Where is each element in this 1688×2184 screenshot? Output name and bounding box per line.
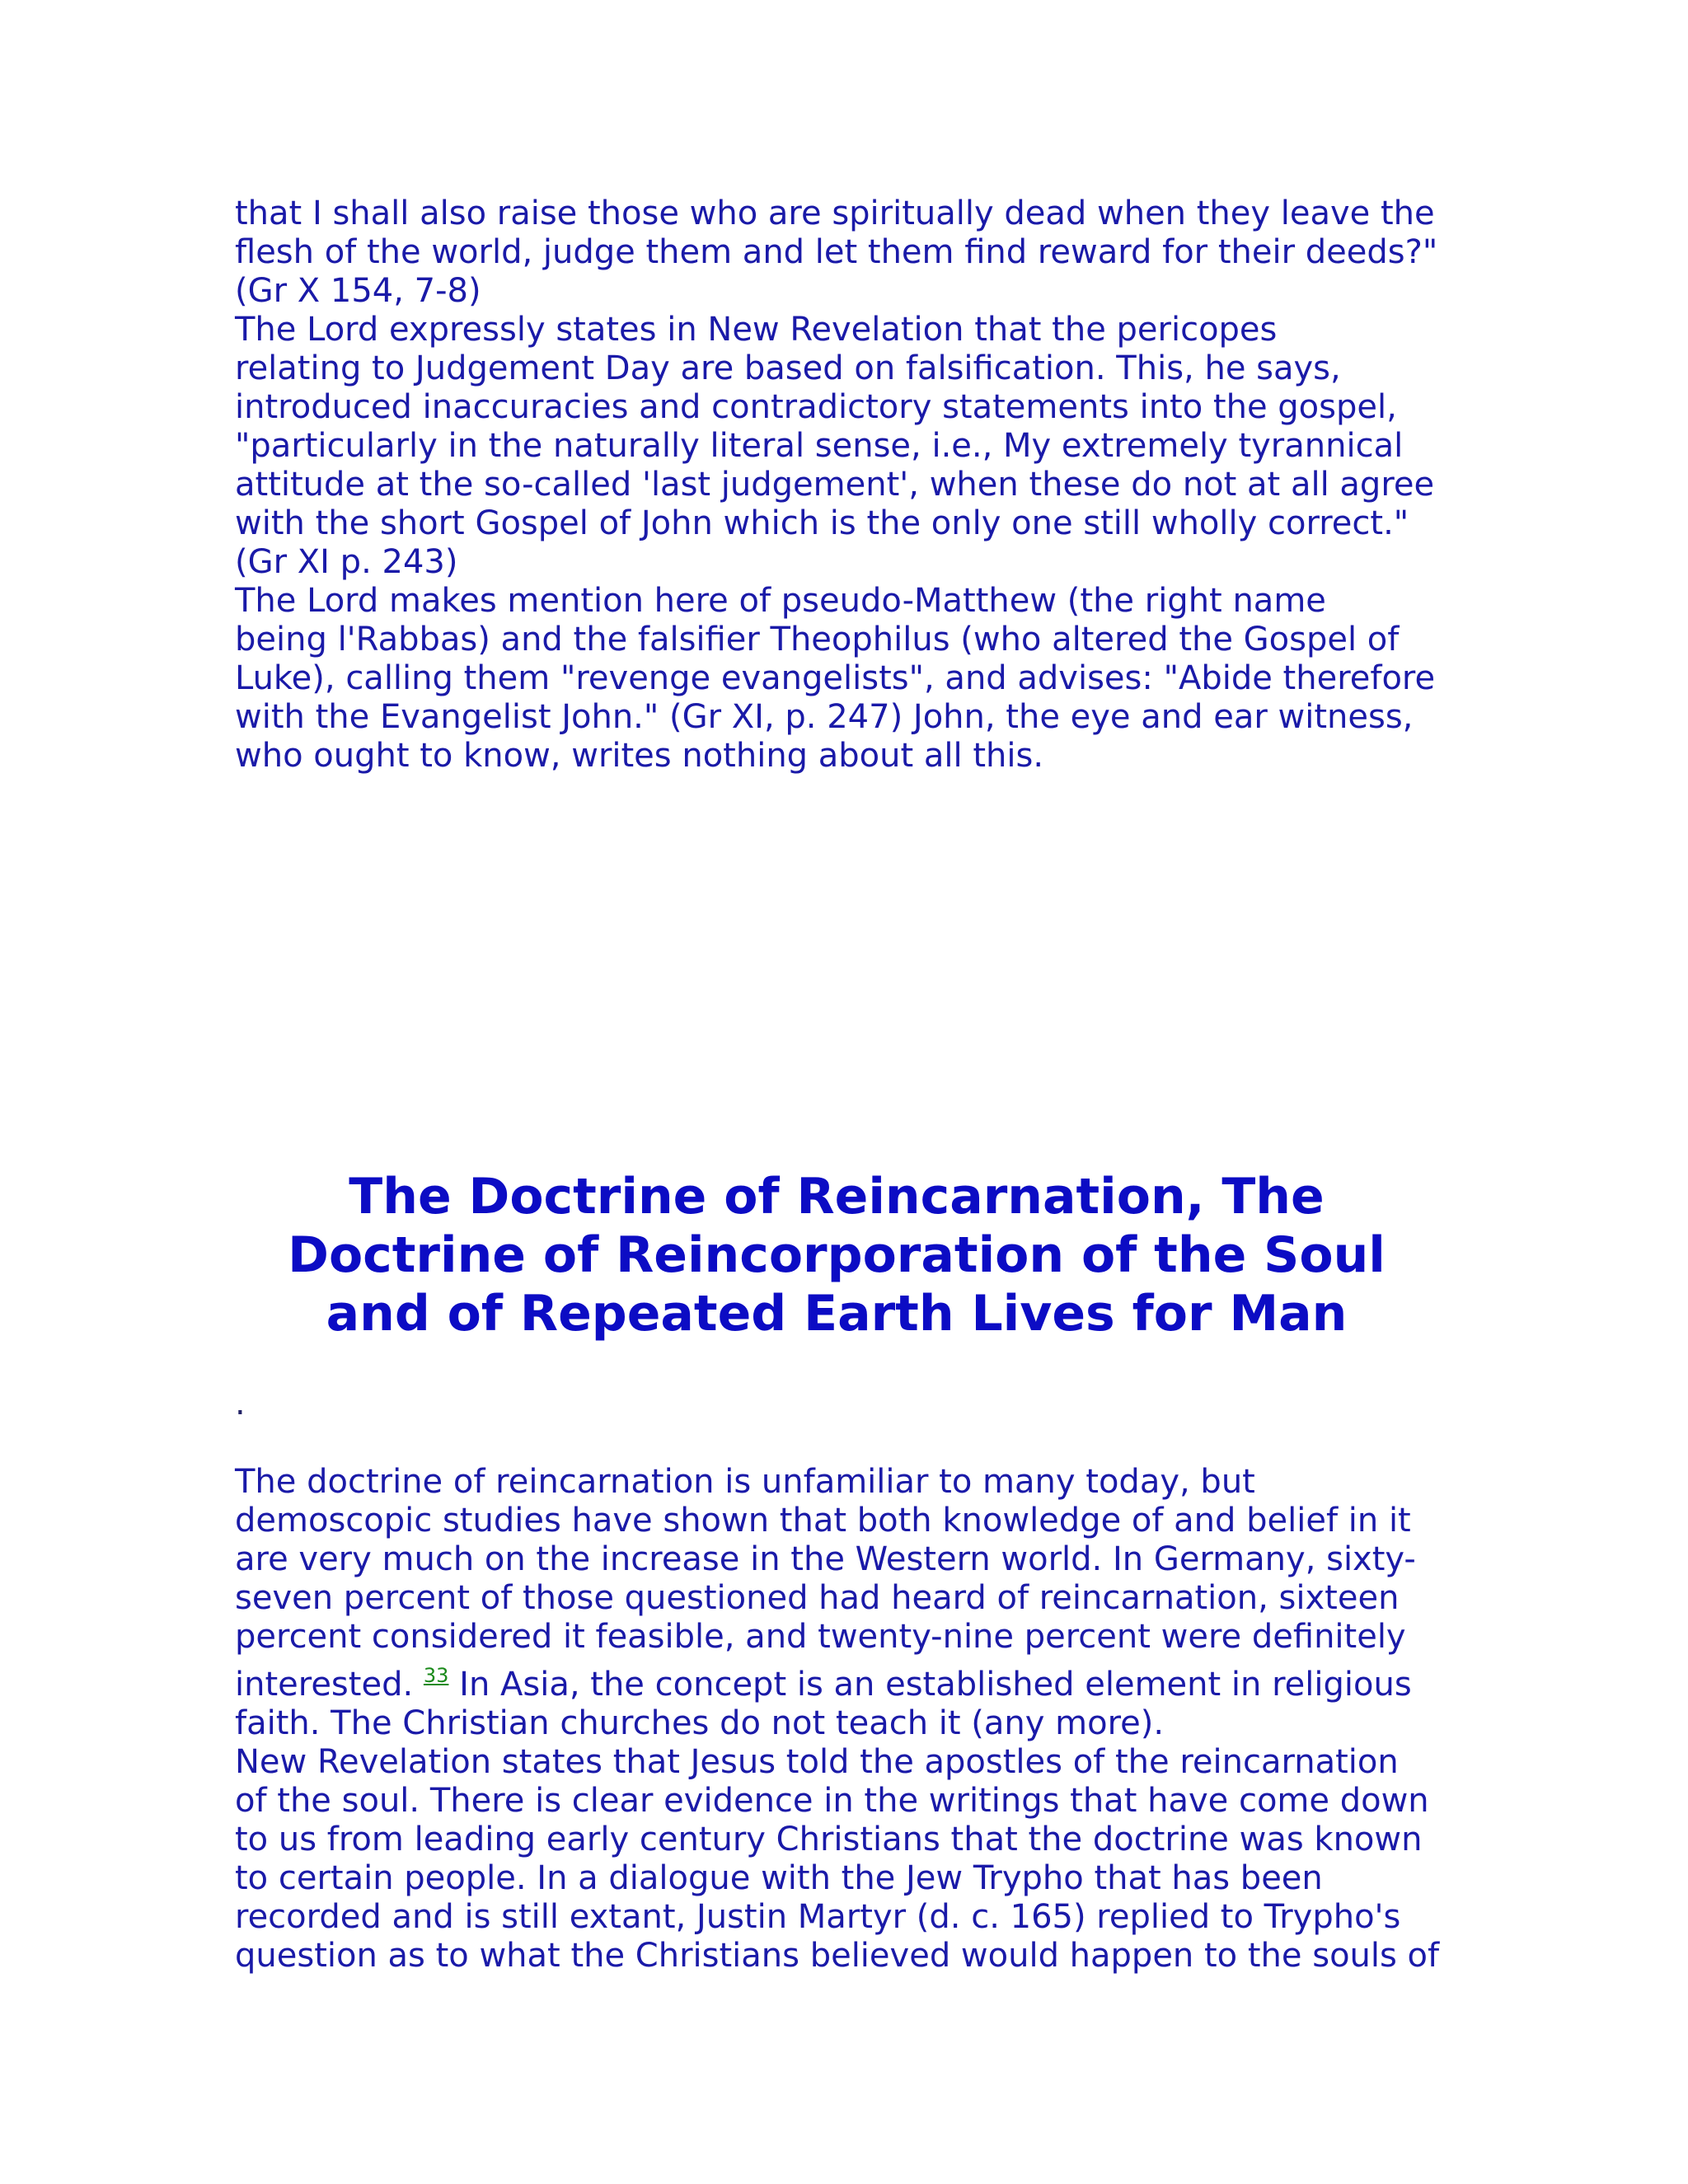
footnote-link[interactable]: 33 xyxy=(423,1664,449,1687)
paragraph-text-part1: The doctrine of reincarnation is unfamiliar to many today, but demoscopic studies have shown that both knowledge of and belief in it are very much on the increase in the Western world. In Germany, sixty- seven percent of those questioned had heard of reincarnation, sixteen percent considered it feasible, and twenty-nine percent were definitely interested. xyxy=(235,1463,1416,1704)
chapter-heading: The Doctrine of Reincarnation, The Doctrine of Reincorporation of the Soul and of Repeated Earth Lives for Man xyxy=(288,1168,1386,1343)
paragraph-text-part2: In Asia, the concept is an established element in religious faith. The Christian churches do not teach it (any more). New Revelation states that Jesus told the apostles of the reincarnation of the soul. There is clear evidence in the writings that have come down to us from leading early century Christians that the doctrine was known to certain people. In a dialogue with the Jew Trypho that has been recorded and is still extant, Justin Martyr (d. c. 165) replied to Trypho's question as to what the Christians believed would happen to the souls of xyxy=(235,1666,1440,1975)
body-text-top: that I shall also raise those who are spiritually dead when they leave the flesh of the world, judge them and let them find reward for their deeds?" (Gr X 154, 7-8) The Lord expressly states in New Revelation that the pericopes relating to Judgement Day are based on falsification. This, he says, introduced inaccuracies and contradictory statements into the gospel, "particularly in the naturally literal sense, i.e., My extremely tyrannical attitude at the so-called 'last judgement', when these do not at all agree with the short Gospel of John which is the only one still wholly correct." (Gr XI p. 243) The Lord makes mention here of pseudo-Matthew (the right name being l'Rabbas) and the falsifier Theophilus (who altered the Gospel of Luke), calling them "revenge evangelists", and advises: "Abide therefore with the Evangelist John." (Gr XI, p. 247) John, the eye and ear witness, who ought to know, writes nothing about all this. xyxy=(235,194,1438,775)
body-text-bottom xyxy=(235,1463,1471,1975)
separator-dot: . xyxy=(235,1385,246,1422)
